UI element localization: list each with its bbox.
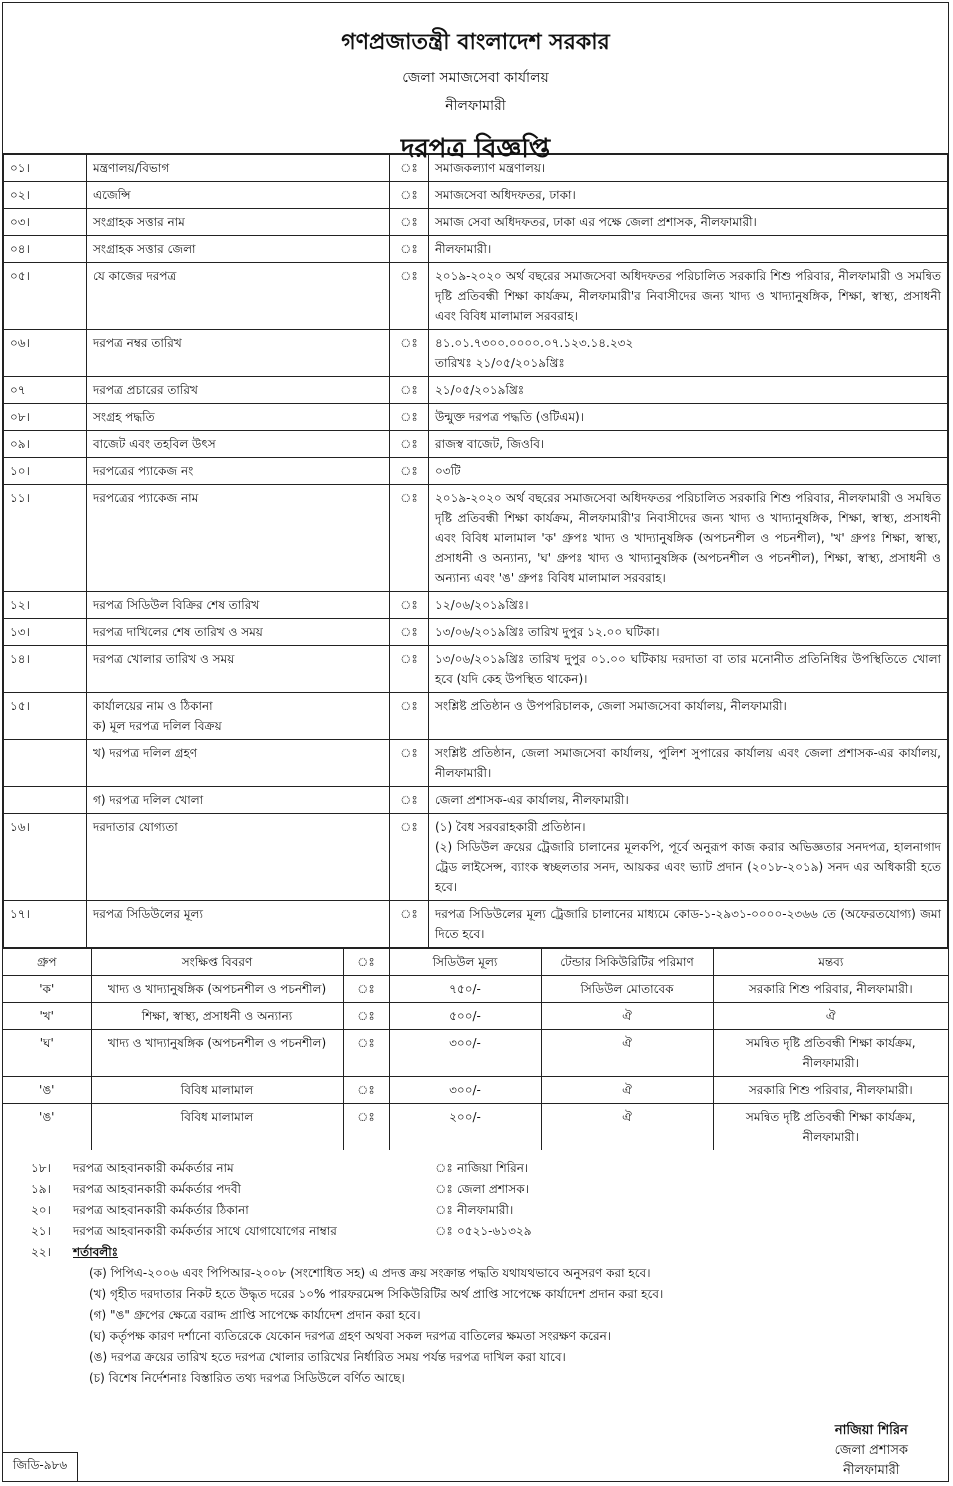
- description-cell: বিবিধ মালামাল: [91, 1104, 343, 1151]
- row-number: ০৪।: [4, 236, 87, 263]
- security-cell: ঐ: [541, 1030, 713, 1077]
- row-colon: ঃ: [390, 330, 429, 377]
- row-colon: ঃ: [390, 182, 429, 209]
- row-value: নাজিয়া শিরিন।: [457, 1161, 529, 1175]
- eligibility-2: (২) সিডিউল ক্রয়ের ট্রেজারি চালানের মূলকপি, পূর্বে অনুরূপ কাজ করার অভিজ্ঞতার সনদপত্র, হালনাগাদ ট্রেড লাইসেন্স, ব্যাংক স্বচ্ছলতার সনদ, আয়কর এবং ভ্যাট প্রদান (২০১৮-২০১৯) সনদ এর অধিকারী হতে হবে।: [435, 840, 941, 894]
- colon-cell: ঃ: [343, 1003, 389, 1030]
- row-value: [429, 619, 948, 646]
- remark-cell: সরকারি শিশু পরিবার, নীলফামারী।: [713, 1077, 948, 1104]
- row-sub-label: গ) দরপত্র দলিল খোলা: [93, 793, 204, 807]
- row-number: ০৯।: [4, 431, 87, 458]
- condition-item: (গ) "ঙ" গ্রুপের ক্ষেত্রে বরাদ্দ প্রাপ্তি সাপেক্ষে কার্যাদেশ প্রদান করা হবে।: [89, 1308, 421, 1322]
- price-header-cell: সিডিউল মূল্য: [389, 949, 541, 976]
- detail-row: [4, 182, 948, 209]
- row-value-text: ২১/০৫/২০১৯খ্রিঃ: [435, 383, 525, 397]
- row-number: ১৪।: [4, 646, 87, 693]
- row-value: সংশ্লিষ্ট প্রতিষ্ঠান ও উপপরিচালক, জেলা সমাজসেবা কার্যালয়, নীলফামারী।: [429, 693, 948, 740]
- row-value: সংশ্লিষ্ট প্রতিষ্ঠান, জেলা সমাজসেবা কার্যালয়, পুলিশ সুপারের কার্যালয় এবং জেলা প্রশাসক-এর কার্যালয়, নীলফামারী।: [429, 740, 948, 787]
- row-number: ০১।: [4, 155, 87, 182]
- colon-cell: ঃ: [343, 1030, 389, 1077]
- group-cell: 'ঙ': [3, 1104, 91, 1151]
- row-value: [429, 485, 948, 592]
- colon-cell: ঃ: [343, 976, 389, 1003]
- officer-row: [3, 1158, 948, 1179]
- tender-notice-page: [2, 2, 949, 1482]
- row-value: জেলা প্রশাসক-এর কার্যালয়, নীলফামারী।: [429, 787, 948, 814]
- row-value: [429, 182, 948, 209]
- row-colon: ঃ: [390, 787, 429, 814]
- row-sub-label: ক) মূল দরপত্র দলিল বিক্রয়: [93, 719, 222, 733]
- row-value-text: ২০১৯-২০২০ অর্থ বছরের সমাজসেবা অধিদফতর পরিচালিত সরকারি শিশু পরিবার, নীলফামারী ও সমন্বিত দৃষ্টি প্রতিবন্ধী শিক্ষা কার্যক্রম, নীলফামারী'র নিবাসীদের জন্য খাদ্য ও খাদ্যানুষঙ্গিক, শিক্ষা, স্বাস্থ্য, প্রসাধনী এবং বিবিধ মালামাল 'ক' গ্রুপঃ খাদ্য ও খাদ্যানুষঙ্গিক (অপচনশীল ও পচনশীল), 'খ' গ্রুপঃ শিক্ষা, স্বাস্থ্য, প্রসাধনী ও অন্যান্য, 'ঘ' গ্রুপঃ খাদ্য ও খাদ্যানুষঙ্গিক (অপচনশীল ও পচনশীল), শিক্ষা, স্বাস্থ্য, প্রসাধনী ও অন্যান্য এবং 'ঙ' গ্রুপঃ বিবিধ মালামাল সরবরাহ।: [435, 491, 941, 585]
- signatory-designation: জেলা প্রশাসক: [834, 1443, 908, 1458]
- row-colon: ঃ: [390, 740, 429, 787]
- gd-number: জিডি-৯৮৬: [3, 1452, 78, 1481]
- row-number: ০৩।: [4, 209, 87, 236]
- row-label: দরপত্র নম্বর তারিখ: [87, 330, 390, 377]
- group-cell: 'খ': [3, 1003, 91, 1030]
- row-value-text: ১২/০৬/২০১৯খ্রিঃ।: [435, 598, 529, 612]
- row-number: ১০।: [4, 458, 87, 485]
- row17: [4, 901, 948, 948]
- row-value-text: নীলফামারী।: [435, 242, 492, 256]
- row-value-text: রাজস্ব বাজেট, জিওবি।: [435, 437, 545, 451]
- description-cell: খাদ্য ও খাদ্যানুষঙ্গিক (অপচনশীল ও পচনশীল): [91, 976, 343, 1003]
- row-label: বাজেট এবং তহবিল উৎস: [87, 431, 390, 458]
- colon-cell: ঃ: [343, 1104, 389, 1151]
- description-cell: খাদ্য ও খাদ্যানুষঙ্গিক (অপচনশীল ও পচনশীল): [91, 1030, 343, 1077]
- group-cell: 'ক': [3, 976, 91, 1003]
- signatory-place: নীলফামারী: [843, 1463, 900, 1478]
- schedule-price-cell: ২০০/-: [389, 1104, 541, 1151]
- row-value: ০৫২১-৬১৩২৯: [457, 1224, 532, 1238]
- security-cell: ঐ: [541, 1003, 713, 1030]
- detail-row: [4, 155, 948, 182]
- row-value-text: উন্মুক্ত দরপত্র পদ্ধতি (ওটিএম)।: [435, 410, 585, 424]
- row-number: ১১।: [4, 485, 87, 592]
- row-value: [429, 814, 948, 901]
- row-label: দরপত্র প্রচারের তারিখ: [87, 377, 390, 404]
- signatory-name: নাজিয়া শিরিন: [834, 1423, 908, 1438]
- row-label: [87, 740, 390, 787]
- row15-c: [4, 787, 948, 814]
- row-value: [429, 209, 948, 236]
- row-number: ০৭: [4, 377, 87, 404]
- row-number: ০২।: [4, 182, 87, 209]
- row-colon: ঃ: [390, 263, 429, 330]
- eligibility-1: (১) বৈধ সরবরাহকারী প্রতিষ্ঠান।: [435, 820, 586, 834]
- security-cell: ঐ: [541, 1104, 713, 1151]
- conditions-heading-row: [3, 1242, 948, 1263]
- price-header-cell: মন্তব্য: [713, 949, 948, 976]
- schedule-price-cell: ৩০০/-: [389, 1030, 541, 1077]
- row-value-text: ২০১৯-২০২০ অর্থ বছরের সমাজসেবা অধিদফতর পরিচালিত সরকারি শিশু পরিবার, নীলফামারী ও সমন্বিত দৃষ্টি প্রতিবন্ধী শিক্ষা কার্যক্রম, নীলফামারী'র নিবাসীদের জন্য খাদ্য ও খাদ্যানুষঙ্গিক, শিক্ষা, স্বাস্থ্য, প্রসাধনী এবং বিবিধ মালামাল সরবরাহ।: [435, 269, 941, 323]
- row15-a: [4, 693, 948, 740]
- price-row: [3, 1003, 948, 1030]
- row-label: দরপত্র সিডিউলের মূল্য: [87, 901, 390, 948]
- row-colon: ঃ: [435, 1161, 453, 1175]
- row-value: দরপত্র সিডিউলের মূল্য ট্রেজারি চালানের মাধ্যমে কোড-১-২৯৩১-০০০০-২৩৬৬ তে (অফেরতযোগ্য) জমা দিতে হবে।: [429, 901, 948, 948]
- row-value: [429, 458, 948, 485]
- row15-b: [4, 740, 948, 787]
- condition-item: (ঙ) দরপত্র ক্রয়ের তারিখ হতে দরপত্র খোলার তারিখের নির্ধারিত সময় পর্যন্ত দরপত্র দাখিল করা যাবে।: [89, 1350, 566, 1364]
- row-number: ১৫।: [4, 693, 87, 740]
- schedule-price-cell: ৭৫০/-: [389, 976, 541, 1003]
- conditions-title: শর্তাবলীঃ: [73, 1245, 119, 1259]
- row-value: [429, 431, 948, 458]
- description-cell: শিক্ষা, স্বাস্থ্য, প্রসাধনী ও অন্যান্য: [91, 1003, 343, 1030]
- officer-row: [3, 1179, 948, 1200]
- row-colon: ঃ: [390, 209, 429, 236]
- condition-item: (ঘ) কর্তৃপক্ষ কারণ দর্শানো ব্যতিরেকে যেকোন দরপত্র গ্রহণ অথবা সকল দরপত্র বাতিলের ক্ষমতা সংরক্ষণ করেন।: [89, 1329, 612, 1343]
- remark-cell: সরকারি শিশু পরিবার, নীলফামারী।: [713, 976, 948, 1003]
- row-number: ১৬।: [4, 814, 87, 901]
- row-colon: ঃ: [390, 485, 429, 592]
- notice-details-table: [3, 154, 948, 948]
- row-value: [429, 330, 948, 377]
- detail-row: [4, 209, 948, 236]
- row-value: [429, 404, 948, 431]
- row-colon: ঃ: [390, 458, 429, 485]
- row16: [4, 814, 948, 901]
- schedule-price-table: [3, 948, 948, 1150]
- group-cell: 'ঘ': [3, 1030, 91, 1077]
- row-value-text: ৪১.০১.৭৩০০.০০০০.০৭.১২৩.১৪.২৩২: [435, 336, 634, 350]
- row-number: [4, 740, 87, 787]
- row-number: ০৫।: [4, 263, 87, 330]
- row-colon: ঃ: [390, 236, 429, 263]
- group-cell: 'ঙ': [3, 1077, 91, 1104]
- row-colon: ঃ: [435, 1203, 453, 1217]
- remark-cell: সমন্বিত দৃষ্টি প্রতিবন্ধী শিক্ষা কার্যক্রম, নীলফামারী।: [713, 1104, 948, 1151]
- row-value: [429, 263, 948, 330]
- row-number: [4, 787, 87, 814]
- remark-cell: ঐ: [713, 1003, 948, 1030]
- detail-row: [4, 431, 948, 458]
- row-colon: ঃ: [390, 619, 429, 646]
- notice-header: [3, 3, 948, 164]
- row-number: ১৭।: [4, 901, 87, 948]
- row-colon: ঃ: [435, 1182, 453, 1196]
- row-value-text: সমাজ সেবা অধিদফতর, ঢাকা এর পক্ষে জেলা প্রশাসক, নীলফামারী।: [435, 215, 757, 229]
- security-cell: সিডিউল মোতাবেক: [541, 976, 713, 1003]
- row-value-text: ১৩/০৬/২০১৯খ্রিঃ তারিখ দুপুর ০১.০০ ঘটিকায় দরদাতা বা তার মনোনীত প্রতিনিধির উপস্থিতিতে খোলা হবে (যদি কেহ উপস্থিত থাকেন)।: [435, 652, 941, 686]
- row-value-date: তারিখঃ ২১/০৫/২০১৯খ্রিঃ: [435, 356, 565, 370]
- price-header-cell: সংক্ষিপ্ত বিবরণ: [91, 949, 343, 976]
- government-heading: গণপ্রজাতন্ত্রী বাংলাদেশ সরকার: [341, 30, 610, 55]
- condition-item: (চ) বিশেষ নির্দেশনাঃ বিস্তারিত তথ্য দরপত্র সিডিউলে বর্ণিত আছে।: [89, 1371, 405, 1385]
- price-table-header: [3, 949, 948, 976]
- row-number: ১৯।: [31, 1182, 51, 1196]
- detail-row: [4, 485, 948, 592]
- schedule-price-cell: ৩০০/-: [389, 1077, 541, 1104]
- row-number: ১২।: [4, 592, 87, 619]
- row-value: [429, 646, 948, 693]
- row-colon: ঃ: [390, 814, 429, 901]
- detail-row: [4, 236, 948, 263]
- row-label: দরপত্র আহবানকারী কর্মকর্তার পদবী: [73, 1182, 241, 1196]
- detail-row: [4, 330, 948, 377]
- row-number: ২০।: [31, 1203, 51, 1217]
- officer-and-conditions: [3, 1150, 948, 1389]
- row-label: দরপত্র আহবানকারী কর্মকর্তার ঠিকানা: [73, 1203, 249, 1217]
- security-cell: ঐ: [541, 1077, 713, 1104]
- price-row: [3, 1104, 948, 1151]
- row-number: ১৮।: [31, 1161, 51, 1175]
- row-colon: ঃ: [390, 901, 429, 948]
- detail-row: [4, 592, 948, 619]
- row-label: দরদাতার যোগ্যতা: [87, 814, 390, 901]
- row-value-text: ০৩টি: [435, 464, 461, 478]
- row-number: ০৬।: [4, 330, 87, 377]
- detail-row: [4, 458, 948, 485]
- row-label: সংগ্রহ পদ্ধতি: [87, 404, 390, 431]
- detail-row: [4, 404, 948, 431]
- row-label: দরপত্র খোলার তারিখ ও সময়: [87, 646, 390, 693]
- row-colon: ঃ: [390, 431, 429, 458]
- price-row: [3, 1030, 948, 1077]
- price-header-cell: গ্রুপ: [3, 949, 91, 976]
- detail-row: [4, 646, 948, 693]
- notice-title: দরপত্র বিজ্ঞপ্তি: [400, 134, 551, 164]
- row-number: ১৩।: [4, 619, 87, 646]
- row-colon: ঃ: [390, 155, 429, 182]
- row-label: দরপত্রের প্যাকেজ নং: [87, 458, 390, 485]
- colon-cell: ঃ: [343, 1077, 389, 1104]
- price-header-cell: টেন্ডার সিকিউরিটির পরিমাণ: [541, 949, 713, 976]
- row-value-text: ১৩/০৬/২০১৯খ্রিঃ তারিখ দুপুর ১২.০০ ঘটিকা।: [435, 625, 660, 639]
- row-colon: ঃ: [390, 592, 429, 619]
- row-colon: ঃ: [390, 693, 429, 740]
- row-sub-label: খ) দরপত্র দলিল গ্রহণ: [93, 746, 198, 760]
- signature-block: [835, 1421, 908, 1481]
- detail-row: [4, 263, 948, 330]
- schedule-price-cell: ৫০০/-: [389, 1003, 541, 1030]
- detail-row: [4, 619, 948, 646]
- row-label: সংগ্রাহক সত্তার জেলা: [87, 236, 390, 263]
- row-label: দরপত্র আহবানকারী কর্মকর্তার নাম: [73, 1161, 234, 1175]
- row-value: নীলফামারী।: [457, 1203, 514, 1217]
- price-row: [3, 976, 948, 1003]
- row-label: এজেন্সি: [87, 182, 390, 209]
- row-number: ০৮।: [4, 404, 87, 431]
- description-cell: বিবিধ মালামাল: [91, 1077, 343, 1104]
- row-value: জেলা প্রশাসক।: [457, 1182, 529, 1196]
- office-name: জেলা সমাজসেবা কার্যালয়: [402, 70, 549, 86]
- row-colon: ঃ: [390, 646, 429, 693]
- condition-item: (খ) গৃহীত দরদাতার নিকট হতে উদ্ধৃত দরের ১০% পারফরমেন্স সিকিউরিটির অর্থ প্রাপ্তি সাপেক্ষে কার্যাদেশ প্রদান করা হবে।: [89, 1287, 664, 1301]
- officer-row: [3, 1200, 948, 1221]
- row-colon: ঃ: [390, 377, 429, 404]
- detail-row: [4, 377, 948, 404]
- row-label: সংগ্রাহক সত্তার নাম: [87, 209, 390, 236]
- row-label: যে কাজের দরপত্র: [87, 263, 390, 330]
- row-label-main: কার্যালয়ের নাম ও ঠিকানা: [93, 699, 213, 713]
- row-value: [429, 377, 948, 404]
- row-value: [429, 236, 948, 263]
- district-name: নীলফামারী: [445, 98, 506, 114]
- price-header-cell: ঃ: [343, 949, 389, 976]
- row-number: ২১।: [31, 1224, 51, 1238]
- remark-cell: সমন্বিত দৃষ্টি প্রতিবন্ধী শিক্ষা কার্যক্রম, নীলফামারী।: [713, 1030, 948, 1077]
- row-value: [429, 155, 948, 182]
- row-value-text: সমাজসেবা অধিদফতর, ঢাকা।: [435, 188, 576, 202]
- row-colon: ঃ: [390, 404, 429, 431]
- row-label: দরপত্র দাখিলের শেষ তারিখ ও সময়: [87, 619, 390, 646]
- officer-row: [3, 1221, 948, 1242]
- row-label: [87, 787, 390, 814]
- condition-item: (ক) পিপিএ-২০০৬ এবং পিপিআর-২০০৮ (সংশোধিত সহ) এ প্রদত্ত ক্রয় সংক্রান্ত পদ্ধতি যথাযথভাবে অনুসরণ করা হবে।: [89, 1266, 651, 1280]
- price-row: [3, 1077, 948, 1104]
- row-number: ২২।: [31, 1245, 51, 1259]
- row-value-text: সমাজকল্যাণ মন্ত্রণালয়।: [435, 161, 546, 175]
- row-value: [429, 592, 948, 619]
- row-label: দরপত্র সিডিউল বিক্রির শেষ তারিখ: [87, 592, 390, 619]
- row-label: মন্ত্রণালয়/বিভাগ: [87, 155, 390, 182]
- row-label: দরপত্র আহবানকারী কর্মকর্তার সাথে যোগাযোগের নাম্বার: [73, 1224, 337, 1238]
- row-colon: ঃ: [435, 1224, 453, 1238]
- row-label: দরপত্রের প্যাকেজ নাম: [87, 485, 390, 592]
- row-label: [87, 693, 390, 740]
